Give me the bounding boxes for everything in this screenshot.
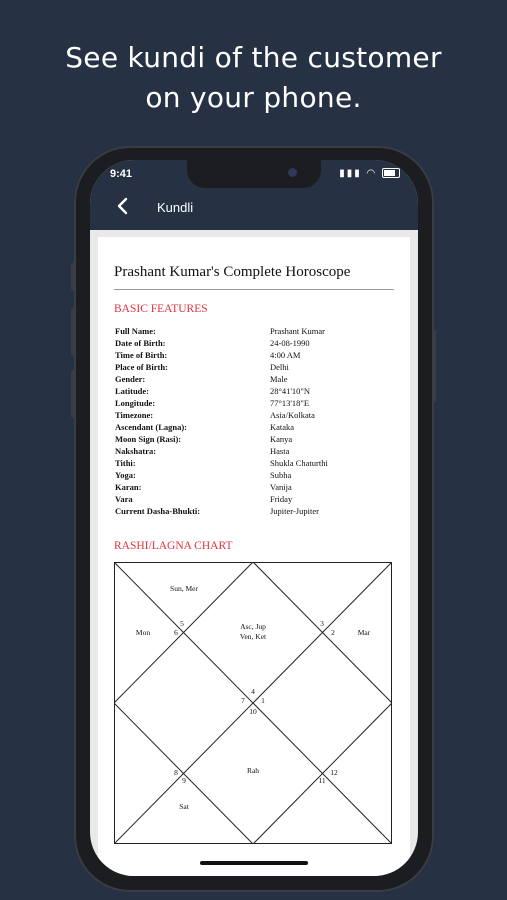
feature-label: Place of Birth: xyxy=(115,362,168,372)
feature-label: Time of Birth: xyxy=(115,350,168,360)
volume-down-button xyxy=(71,370,75,418)
basic-features-heading: BASIC FEATURES xyxy=(114,303,208,315)
house-label-asc-jup: Asc, Jup xyxy=(240,622,266,631)
feature-value: 77°13'18"E xyxy=(270,398,310,408)
feature-label: Timezone: xyxy=(115,410,154,420)
feature-value: Prashant Kumar xyxy=(270,326,326,336)
feature-row xyxy=(115,481,395,493)
feature-row xyxy=(115,505,395,517)
house-label-sat: Sat xyxy=(179,802,189,811)
house-number: 2 xyxy=(331,628,335,637)
feature-value: Hasta xyxy=(270,446,290,456)
camera-icon xyxy=(288,168,297,177)
wifi-icon: ◠ xyxy=(366,168,378,179)
house-number: 9 xyxy=(182,776,186,785)
house-number: 7 xyxy=(241,696,245,705)
feature-value: Friday xyxy=(270,494,293,504)
feature-value: 24-08-1990 xyxy=(270,338,310,348)
house-number: 4 xyxy=(251,687,255,696)
feature-row xyxy=(115,337,395,349)
chart-heading: RASHI/LAGNA CHART xyxy=(114,540,233,552)
signal-icon: ▮▮▮ xyxy=(339,168,362,179)
feature-value: 4:00 AM xyxy=(270,350,301,360)
feature-label: Nakshatra: xyxy=(115,446,157,456)
feature-label: Ascendant (Lagna): xyxy=(115,422,188,432)
headline xyxy=(0,38,507,118)
feature-value: 28°41'10"N xyxy=(270,386,311,396)
house-label-rah: Rah xyxy=(246,766,260,775)
feature-value: Delhi xyxy=(270,362,289,372)
feature-value: Subha xyxy=(270,470,292,480)
house-number: 11 xyxy=(318,776,326,785)
feature-row xyxy=(115,421,395,433)
feature-label: Longitude: xyxy=(115,398,156,408)
feature-label: Full Name: xyxy=(115,326,156,336)
feature-label: Tithi: xyxy=(115,458,136,468)
house-number: 8 xyxy=(174,768,178,777)
house-number: 6 xyxy=(174,628,178,637)
feature-row xyxy=(115,409,395,421)
feature-value: Kataka xyxy=(270,422,295,432)
house-label-mar: Mar xyxy=(357,628,371,637)
feature-row xyxy=(115,457,395,469)
house-number: 5 xyxy=(180,619,184,628)
feature-value: Jupiter-Jupiter xyxy=(270,506,319,516)
feature-row xyxy=(115,445,395,457)
mute-switch xyxy=(71,263,75,291)
house-label-sun-mer: Sun, Mer xyxy=(170,584,198,593)
feature-label: Moon Sign (Rasi): xyxy=(115,434,182,444)
title-divider xyxy=(114,289,394,290)
house-number: 1 xyxy=(261,696,265,705)
feature-row xyxy=(115,493,395,505)
rashi-lagna-chart xyxy=(114,562,392,844)
house-number: 10 xyxy=(249,707,257,716)
feature-row xyxy=(115,433,395,445)
house-number: 12 xyxy=(330,768,338,777)
feature-value: Vanija xyxy=(270,482,292,492)
power-button xyxy=(432,330,436,402)
status-icons xyxy=(339,168,400,179)
battery-icon xyxy=(382,168,400,178)
home-indicator[interactable] xyxy=(200,861,308,865)
feature-row xyxy=(115,469,395,481)
feature-row xyxy=(115,361,395,373)
status-time: 9:41 xyxy=(110,168,133,180)
volume-up-button xyxy=(71,308,75,356)
feature-row xyxy=(115,385,395,397)
horoscope-document xyxy=(98,237,410,876)
document-title: Prashant Kumar's Complete Horoscope xyxy=(114,264,351,280)
chevron-left-icon[interactable] xyxy=(116,197,128,219)
feature-value: Asia/Kolkata xyxy=(270,410,315,420)
house-number: 3 xyxy=(320,619,324,628)
feature-label: Current Dasha-Bhukti: xyxy=(115,506,201,516)
notch xyxy=(187,160,321,188)
feature-row xyxy=(115,349,395,361)
feature-value: Kanya xyxy=(270,434,293,444)
phone-screen xyxy=(90,160,418,876)
feature-label: Date of Birth: xyxy=(115,338,166,348)
nav-title: Kundli xyxy=(157,200,194,215)
app-header xyxy=(90,160,418,230)
feature-label: Latitude: xyxy=(115,386,149,396)
feature-label: Karan: xyxy=(115,482,142,492)
feature-row xyxy=(115,325,395,337)
feature-value: Shukla Chaturthi xyxy=(270,458,328,468)
feature-label: Vara xyxy=(115,494,133,504)
feature-row xyxy=(115,373,395,385)
headline-line-1: See kundi of the customer xyxy=(65,41,442,74)
feature-label: Gender: xyxy=(115,374,146,384)
house-label-ven-ket: Ven, Ket xyxy=(239,632,267,641)
headline-line-2: on your phone. xyxy=(145,81,362,114)
feature-value: Male xyxy=(270,374,288,384)
feature-label: Yoga: xyxy=(115,470,136,480)
feature-row xyxy=(115,397,395,409)
house-label-mon: Mon xyxy=(135,628,151,637)
